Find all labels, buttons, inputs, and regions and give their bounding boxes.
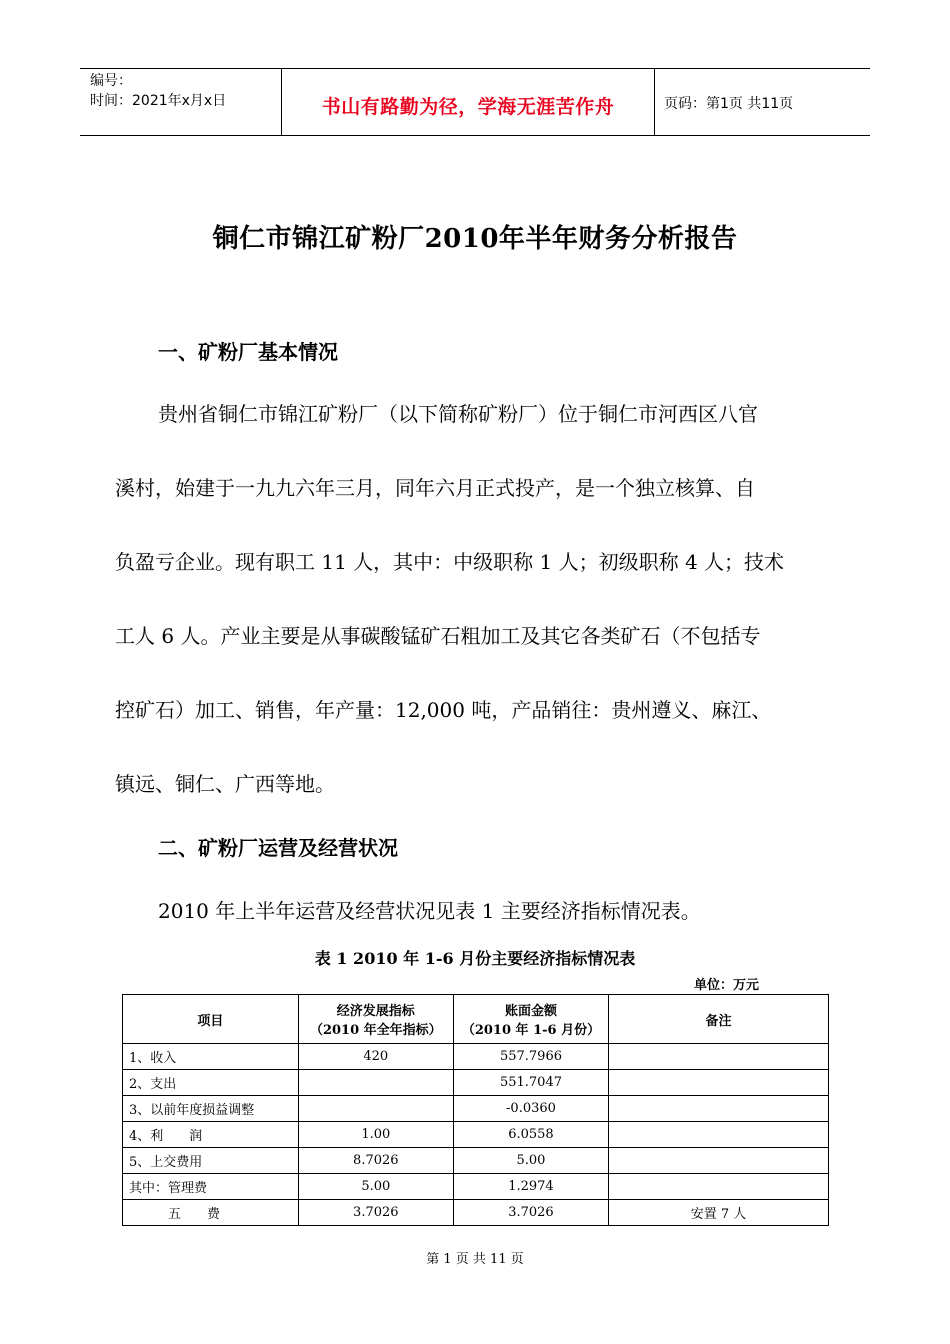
table-row xyxy=(123,1096,829,1122)
cell-plan: 420 xyxy=(298,1044,453,1070)
header-item: 项目 xyxy=(123,995,299,1044)
header-page-label: 页码：第1页 共11页 xyxy=(664,96,794,112)
header-plan xyxy=(298,995,453,1044)
cell-plan xyxy=(298,1096,453,1122)
header-divider-right xyxy=(654,68,655,136)
section2-heading: 二、矿粉厂运营及经营状况 xyxy=(158,836,398,860)
header-actual-line1: 账面金额 xyxy=(504,1004,557,1019)
cell-note xyxy=(609,1096,829,1122)
cell-plan xyxy=(298,1070,453,1096)
cell-note xyxy=(609,1148,829,1174)
cell-actual: -0.0360 xyxy=(453,1096,608,1122)
table-row xyxy=(123,1174,829,1200)
section1-heading: 一、矿粉厂基本情况 xyxy=(158,340,338,364)
cell-plan: 8.7026 xyxy=(298,1148,453,1174)
header-actual xyxy=(453,995,608,1044)
header-plan-line1: 经济发展指标 xyxy=(336,1004,415,1019)
header-time-label: 时间：2021年x月x日 xyxy=(90,93,227,109)
table-row xyxy=(123,1148,829,1174)
table-header-row xyxy=(123,995,829,1044)
section1-line-3: 负盈亏企业。现有职工 11 人，其中：中级职称 1 人；初级职称 4 人；技术 xyxy=(115,550,785,574)
cell-item: 5、上交费用 xyxy=(123,1148,299,1174)
cell-actual: 551.7047 xyxy=(453,1070,608,1096)
cell-item: 五 费 xyxy=(123,1200,299,1226)
cell-note xyxy=(609,1174,829,1200)
cell-note xyxy=(609,1070,829,1096)
header-top-rule xyxy=(80,68,870,69)
cell-actual: 557.7966 xyxy=(453,1044,608,1070)
header-bottom-rule xyxy=(80,135,870,136)
cell-note xyxy=(609,1044,829,1070)
cell-note xyxy=(609,1122,829,1148)
cell-item: 3、以前年度损益调整 xyxy=(123,1096,299,1122)
cell-plan: 1.00 xyxy=(298,1122,453,1148)
cell-item: 4、利 润 xyxy=(123,1122,299,1148)
section1-line-4: 工人 6 人。产业主要是从事碳酸锰矿石粗加工及其它各类矿石（不包括专 xyxy=(115,624,761,648)
table-row xyxy=(123,1200,829,1226)
economic-indicators-table xyxy=(122,994,829,1226)
table-row xyxy=(123,1122,829,1148)
header-number-label: 编号： xyxy=(90,73,132,89)
cell-actual: 6.0558 xyxy=(453,1122,608,1148)
table-unit: 单位：万元 xyxy=(694,978,760,993)
table-caption: 表 1 2010 年 1-6 月份主要经济指标情况表 xyxy=(314,949,636,968)
table-row xyxy=(123,1070,829,1096)
cell-actual: 3.7026 xyxy=(453,1200,608,1226)
cell-actual: 1.2974 xyxy=(453,1174,608,1200)
header-note: 备注 xyxy=(609,995,829,1044)
table-row xyxy=(123,1044,829,1070)
cell-item: 2、支出 xyxy=(123,1070,299,1096)
cell-item: 其中：管理费 xyxy=(123,1174,299,1200)
cell-actual: 5.00 xyxy=(453,1148,608,1174)
header-actual-line2: （2010 年 1-6 月份） xyxy=(461,1023,601,1038)
cell-note: 安置 7 人 xyxy=(609,1200,829,1226)
header-motto: 书山有路勤为径，学海无涯苦作舟 xyxy=(321,96,615,118)
document-title: 铜仁市锦江矿粉厂2010年半年财务分析报告 xyxy=(212,224,738,254)
header-plan-line2: （2010 年全年指标） xyxy=(309,1023,442,1038)
section1-line-6: 镇远、铜仁、广西等地。 xyxy=(115,772,335,796)
section1-line-2: 溪村，始建于一九九六年三月，同年六月正式投产，是一个独立核算、自 xyxy=(115,476,755,500)
section1-line-1: 贵州省铜仁市锦江矿粉厂（以下简称矿粉厂）位于铜仁市河西区八官 xyxy=(158,402,758,426)
cell-plan: 5.00 xyxy=(298,1174,453,1200)
section2-intro: 2010 年上半年运营及经营状况见表 1 主要经济指标情况表。 xyxy=(158,899,701,923)
cell-item: 1、收入 xyxy=(123,1044,299,1070)
page-footer: 第 1 页 共 11 页 xyxy=(426,1252,524,1267)
section1-line-5: 控矿石）加工、销售，年产量：12,000 吨，产品销往：贵州遵义、麻江、 xyxy=(115,698,772,722)
cell-plan: 3.7026 xyxy=(298,1200,453,1226)
